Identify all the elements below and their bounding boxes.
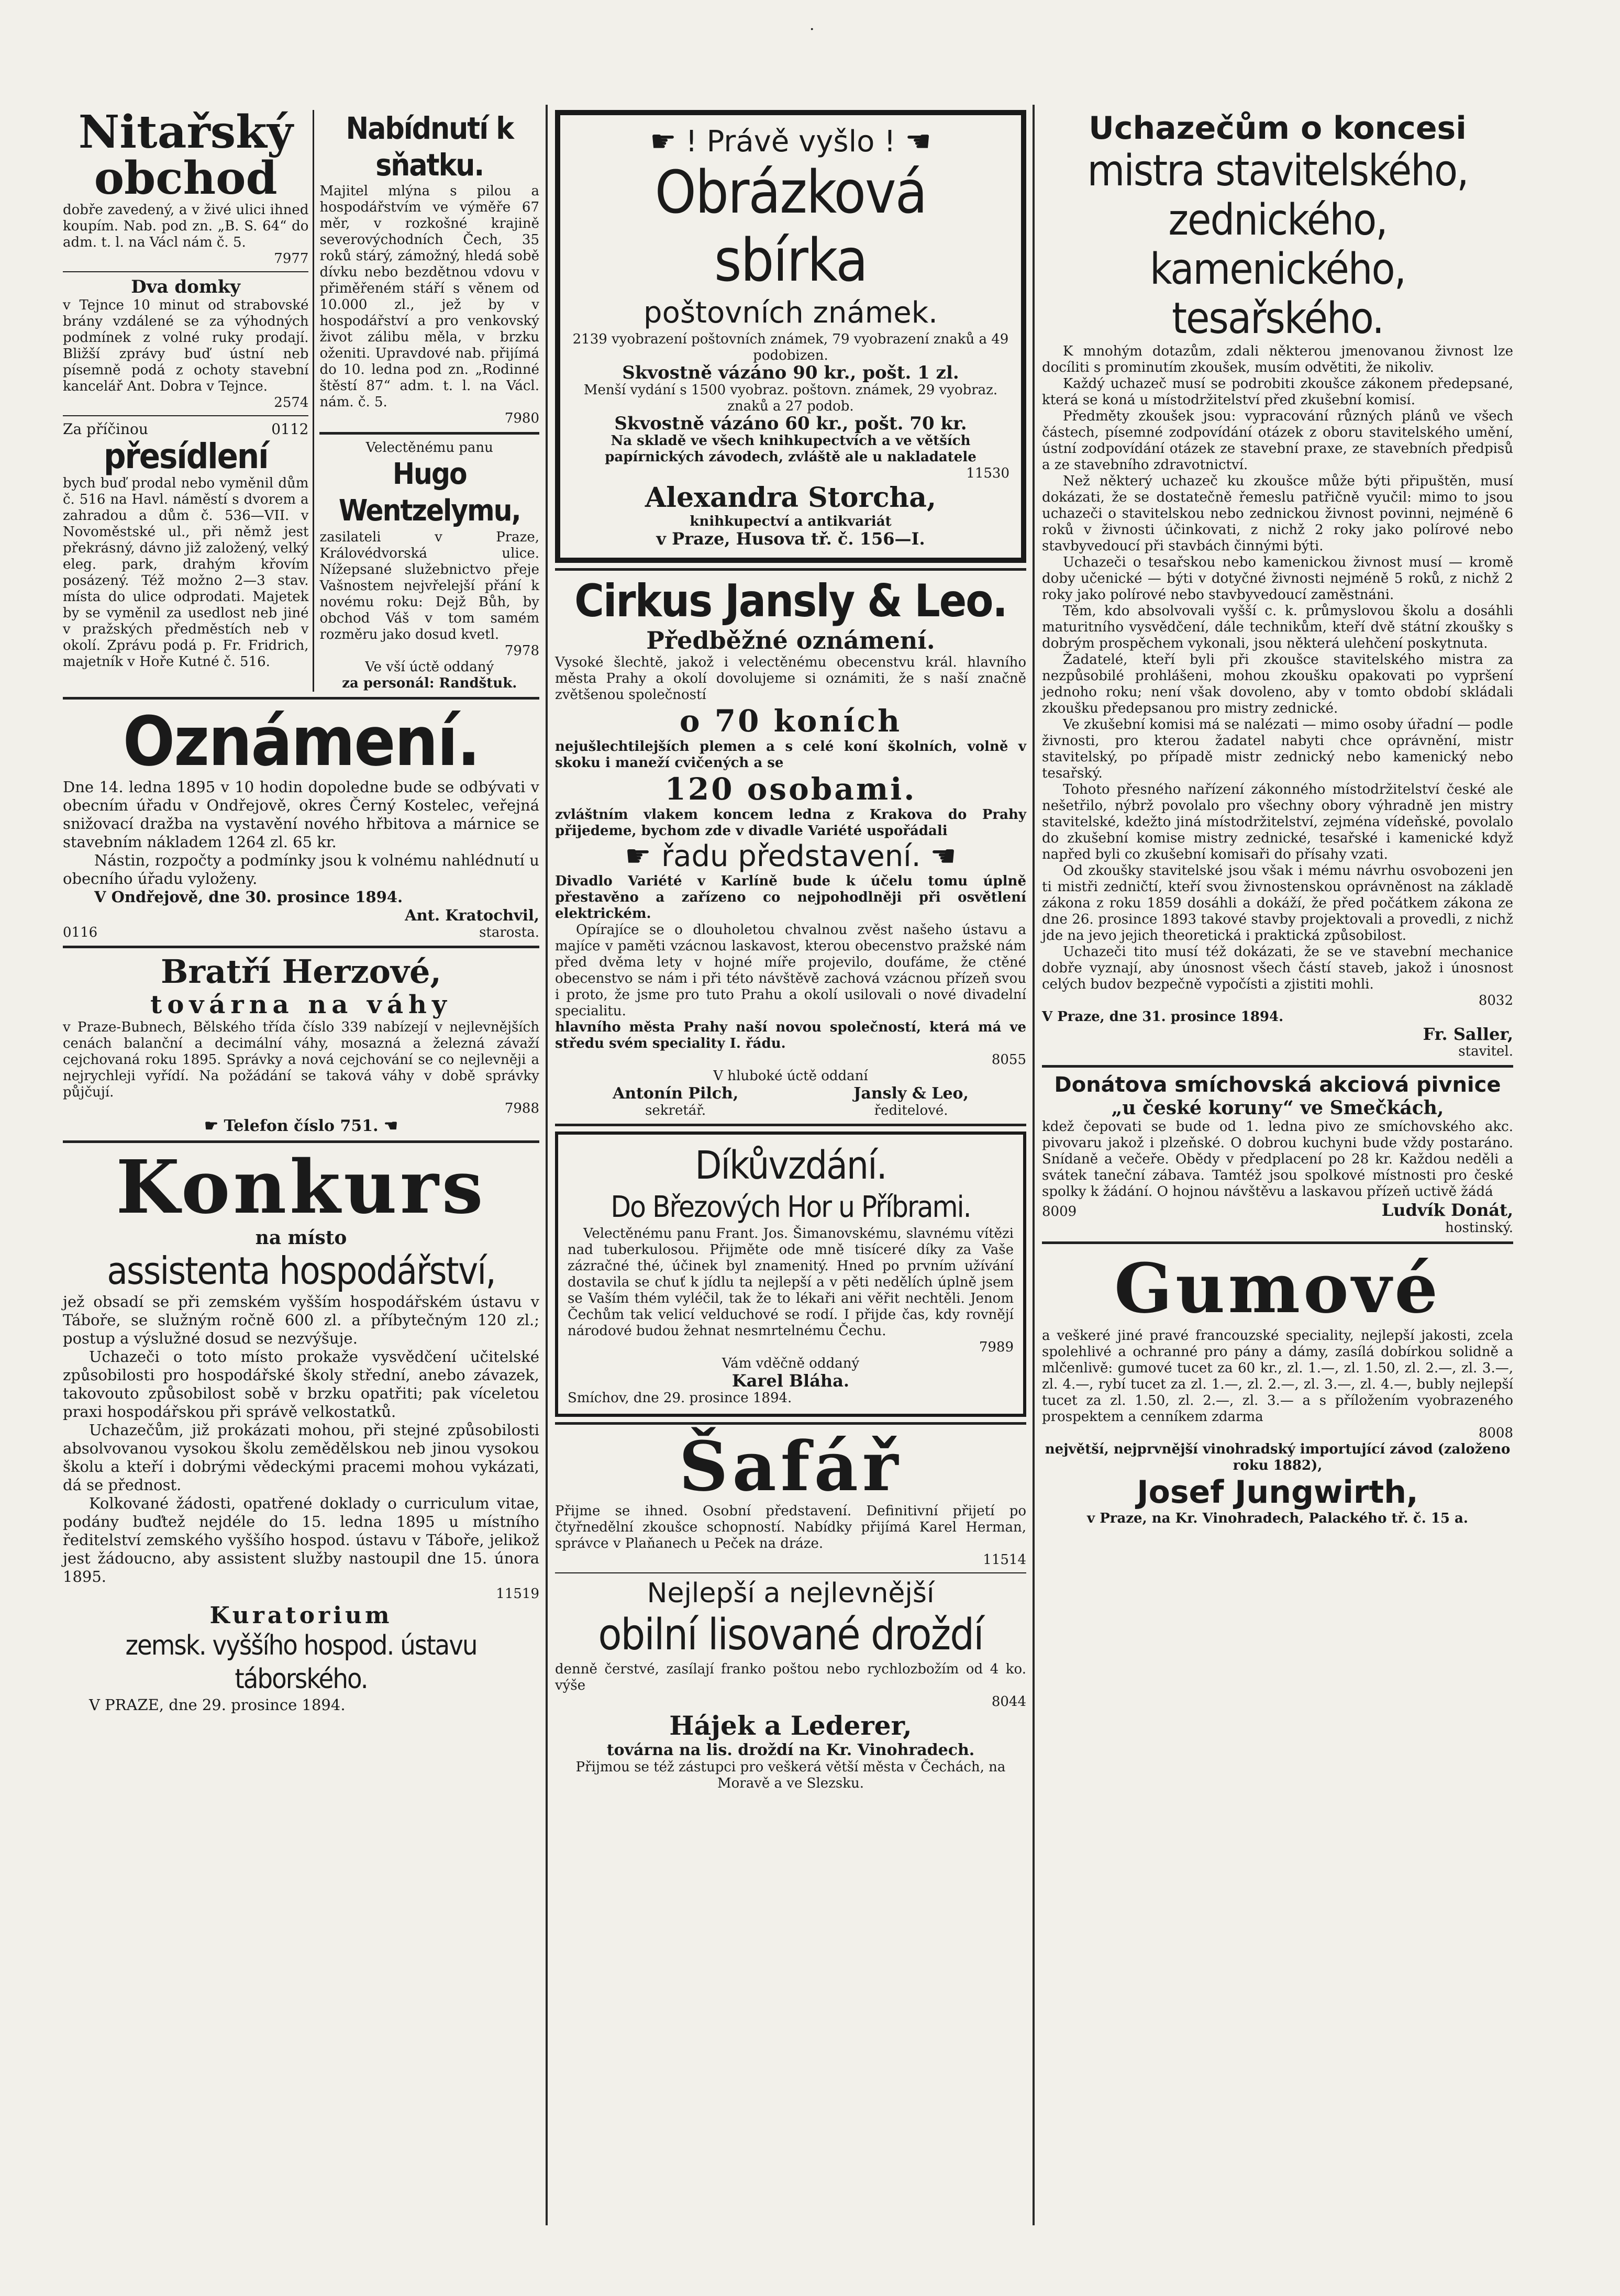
divider (555, 568, 1026, 571)
uch-p11: Uchazeči tito musí též dokázati, že se ve stavební mechanice dobře vyznají, aby únosnost všech částí staveb, jakož i únosnost celých budov bezpečně vypočísti a zjistiti mohli. (1042, 944, 1513, 992)
hajek-line-1: továrna na lis. droždí na Kr. Vinohradech. (606, 1741, 975, 1759)
drozdi-title: obilní lisované droždí (598, 1610, 983, 1660)
donat-number: 8009 (1042, 1204, 1077, 1219)
wentz-number: 7978 (504, 643, 539, 659)
oznameni-p1: Dne 14. ledna 1895 v 10 hodin dopoledne bude se odbývati v obecním úřadu v Ondřejově, okres Černý Kostelec, veřejná snižovací dražba na vystavění nového hřbitova a márnice se stavebním nákladem 1264 zl. 65 kr. (63, 778, 539, 851)
konkurs-p1: jež obsadí se při zemském vyšším hospodářském ústavu v Táboře, se služným ročně 600 zl. a příbytečným 120 zl.; postup a výslužné dosud se nezvýšuje. (63, 1293, 539, 1347)
oznameni-date: V Ondřejově, dne 30. prosince 1894. (94, 888, 403, 906)
ad-snatek (319, 110, 539, 692)
uch-title: mistra stavitelského, zednického, kamenického, tesařského. (1087, 146, 1468, 343)
cirkus-sig-left (613, 1084, 738, 1118)
nitarsky-number: 7977 (274, 251, 309, 267)
konkurs-title: Konkurs (116, 1145, 486, 1230)
presid-small: Za příčinou (63, 420, 148, 438)
presid-text: bych buď prodal nebo vyměnil dům č. 516 na Havl. náměstí s dvorem a zahradou a dům č. 536—VII. v Novoměstské ul., při němž jest překrásný, dávno již založený, velký eleg. park, drahým křovím posázený. Též možno 2—3 stav. místa do ulice odprodati. Majetek by se vyměnil za usedlost neb jiné v pražských předměstích neb v okolí. Zprávu podá p. Fr. Fridrich, majetník v Hoře Kutné č. 516. (63, 475, 309, 670)
uch-date: V Praze, dne 31. prosince 1894. (1042, 1009, 1284, 1025)
snatek-title: Nabídnutí k sňatku. (346, 110, 513, 183)
konkurs-sub-2: assistenta hospodářství, (107, 1249, 495, 1293)
sbirka-sub: poštovních známek. (643, 296, 938, 330)
cirkus-sig-2: Jansly & Leo, (853, 1084, 969, 1103)
gumove-number: 8008 (1478, 1425, 1513, 1441)
dik-sub: Do Březových Hor u Příbrami. (611, 1190, 971, 1224)
cirkus-sig-0: V hluboké úctě oddaní (713, 1068, 868, 1084)
uch-p1: K mnohým dotazům, zdali některou jmenovanou živnost lze docíliti s prominutím zkoušek, musím odvětiti, že nikoliv. (1042, 343, 1513, 375)
gumove-title: Gumové (1114, 1248, 1441, 1328)
divider (555, 1572, 1026, 1573)
sbirka-line-4: Skvostně vázáno 60 kr., pošt. 70 kr. (614, 413, 967, 434)
cirkus-number: 8055 (991, 1052, 1026, 1068)
cirkus-p1: Vysoké šlechtě, jakož i velectěnému obecenstvu král. hlavního města Prahy a okolí dovolujeme si oznámiti, že s naší značně zvětšenou společností (555, 655, 1026, 703)
cirkus-horses: o 70 koních (679, 703, 902, 739)
drozdi-number: 8044 (991, 1694, 1026, 1710)
wentz-text: zasilateli v Praze, Královédvorská ulice. Nížepsané služebnictvo přeje Vašnostem nejvřelejší přání k novému roku: Dejž Bůh, by obchod Váš v tom samém rozměru jako dosud kvetl. (319, 529, 539, 642)
hand-left-icon: ☛ (625, 839, 662, 873)
divider (555, 1422, 1026, 1425)
uch-p8: Ve zkušební komisi má se nalézati — mimo osoby úřadní — podle živnosti, pro kterou žadatel nabyti chce oprávnění, mistr stavitelský, po případě mistr zednický nebo kamenický nebo tesařský. (1042, 717, 1513, 781)
safar-number: 11514 (983, 1552, 1026, 1568)
wentz-sig-1: Ve vší úctě oddaný (365, 659, 494, 675)
dik-sig-0: Vám vděčně oddaný (722, 1356, 860, 1371)
cirkus-series-text: řadu představení. (661, 839, 921, 873)
safar-text: Přijme se ihned. Osobní představení. Definitivní přijetí po čtyřnedělní zkoušce schopností. Nabídky přijímá Karel Herman, správce v Plaňanech u Peček na dráze. (555, 1503, 1026, 1551)
domky-title: Dva domky (131, 276, 241, 297)
divider (319, 432, 539, 435)
jungwirth-address: v Praze, na Kr. Vinohradech, Palackého tř. č. 15 a. (1087, 1511, 1468, 1526)
uch-number: 8032 (1478, 993, 1513, 1008)
gumove-line-2: největší, nejprvnější vinohradský importující závod (založeno roku 1882), (1045, 1441, 1511, 1473)
cirkus-p3: zvláštním vlakem koncem ledna z Krakova do Prahy přijedeme, bychom zde v divadle Variété uspořádali (555, 807, 1026, 839)
dik-sig-1: Karel Bláha. (731, 1371, 850, 1391)
herz-telephone (63, 1117, 539, 1135)
divider (63, 271, 308, 272)
ad-nitarsky (63, 106, 314, 692)
konkurs-p2: Uchazeči o toto místo prokaže vysvědčení učitelské způsobilosti pro hospodářské školy střední, anebo závazek, takovouto způsobilost sobě v brzku opatřiti; pak víceletou praxi hospodářskou při správě velkostatků. (63, 1348, 539, 1421)
dik-date: Smíchov, dne 29. prosince 1894. (568, 1390, 792, 1406)
drozdi-text: denně čerstvé, zasílají franko poštou nebo rychlozbožím od 4 ko. výše (555, 1661, 1026, 1693)
oznameni-title: Oznámení. (123, 702, 480, 781)
sbirka-line-5: Na skladě ve všech knihkupectvích a ve větších papírnických závodech, zvláště ale u nakladatele (605, 433, 977, 465)
cirkus-sig-right (853, 1084, 969, 1118)
kuratorium-sub: zemsk. vyššího hospod. ústavu táborského. (125, 1630, 477, 1695)
konkurs-p3: Uchazečům, již prokázati mohou, při stejné způsobilosti absolvovanou vysokou školu zemědělskou neb jinou vysokou školu a kteří i dobrými vědeckými pracemi mohou vykázati, dá se přednost. (63, 1421, 539, 1494)
uch-pre: Uchazečům o koncesi (1089, 110, 1467, 147)
oznameni-role: starosta. (479, 925, 539, 940)
nitarsky-text: dobře zavedený, a v živé ulici ihned koupím. Nab. pod zn. „B. S. 64“ do adm. t. l. na Václ nám č. 5. (63, 202, 309, 250)
dik-number: 7989 (979, 1339, 1014, 1355)
cirkus-signatures (555, 1084, 1026, 1118)
hajek-name: Hájek a Lederer, (669, 1710, 912, 1741)
cirkus-p6: hlavního města Prahy naší novou společností, která má ve středu svém speciality I. řádu. (555, 1019, 1026, 1051)
hand-right-icon: ☚ (383, 1117, 398, 1135)
donat-role: hostinský. (1445, 1220, 1513, 1236)
oznameni-p2: Nástin, rozpočty a podmínky jsou k volnému nahlédnutí u obecního úřadu vyloženy. (63, 851, 539, 888)
dik-title: Díkůvzdání. (695, 1143, 886, 1188)
hajek-line-2: Přijmou se též zástupci pro veškerá větší města v Čechách, na Moravě a ve Slezsku. (575, 1759, 1006, 1791)
sbirka-line-3: Menší vydání s 1500 vyobraz. poštovn. známek, 29 vyobraz. znaků a 27 podob. (583, 382, 998, 414)
hand-left-icon: ☛ (650, 125, 676, 159)
prave-vyslo-text: ! Právě vyšlo ! (685, 125, 896, 159)
uch-p6: Těm, kdo absolvovali vyšší c. k. průmyslovou školu a dosáhli maturitního vysvědčení, dále technikům, kteří dvě státní zkoušky s dobrým prospěchem vykonali, jsou některá ulehčení poskytnuta. (1042, 603, 1513, 651)
kuratorium-date: V PRAZE, dne 29. prosince 1894. (89, 1696, 346, 1714)
column-1 (63, 106, 539, 1714)
cirkus-sig-1: Antonín Pilch, (612, 1084, 739, 1103)
donat-footer (1042, 1200, 1513, 1220)
storch-line-2: v Praze, Husova tř. č. 156—I. (656, 529, 925, 549)
cirkus-sig-1b: sekretář. (645, 1103, 706, 1118)
snatek-number: 7980 (504, 411, 539, 426)
herz-text: v Praze-Bubnech, Bělského třída číslo 339 nabízejí v nejlevnějších cenách balanční a decimální váhy, mosazná a železná závaží cejchovaná roku 1895. Správky a nová cejchování se co nejlevněji a nejrychleji vyřídí. Na požádání se taková váhy v době správky půjčují. (63, 1019, 539, 1100)
oznameni-footer (63, 925, 539, 940)
donat-title: Donátova smíchovská akciová pivnice (1054, 1073, 1501, 1097)
ad-dikuvzdani (555, 1132, 1026, 1417)
cirkus-p5: Opírajíce se o dlouholetou chvalnou zvěst našeho ústavu a majíce v paměti vzácnou laskavost, kterou obecenstvo pražské nám před dvěma lety v hojné míře projevilo, doufáme, že ctěné obecenstvo se nám i při této návštěvě zachová vzácnou přízeň svou i proto, že jsme pro tuto Prahu a okolí usilovali o nové divadelní specialitu. (555, 922, 1026, 1019)
divider (63, 415, 308, 416)
donat-signature: Ludvík Donát, (1381, 1200, 1513, 1220)
kuratorium-title: Kuratorium (209, 1602, 393, 1629)
domky-number: 2574 (274, 395, 309, 411)
domky-text: v Tejnce 10 minut od strabovské brány vzdálené se za výhodných podmínek z volné ruky prodají. Bližší zprávy buď ústní neb písemně podá z ochoty stavební kancelář Ant. Dobra v Tejnce. (63, 297, 309, 394)
uch-p2: Každý uchazeč musí se podrobiti zkoušce zákonem předepsané, která se koná u místodržitelství před zkušební komisí. (1042, 376, 1513, 408)
sbirka-line-2: Skvostně vázáno 90 kr., pošt. 1 zl. (622, 362, 959, 383)
uch-p4: Než některý uchazeč ku zkoušce může býti připuštěn, musí dokázati, že se dostatečně řemeslu patřičně vyučil: mimo to jsou uchazeči o stavitelskou nebo zednickou živnost povinni, nejméně 6 roků v živnosti účinkovati, z nichž 2 roky jako polírové nebo stavbyvedoucí při stavbách činnými býti. (1042, 473, 1513, 554)
uch-p7: Žadatelé, kteří byli při zkoušce stavitelského mistra za nezpůsobilé prohlášeni, mohou zkoušku opakovati po vypršení jednoho roku; není však dovoleno, aby v tomto období skládali zkoušku předepsanou pro mistry zednické. (1042, 652, 1513, 716)
cirkus-sub: Předběžné oznámení. (646, 626, 935, 655)
cirkus-people: 120 osobami. (664, 771, 917, 807)
herz-subtitle: továrna na váhy (150, 990, 452, 1019)
cirkus-p4: Divadlo Variété v Karlíně bude k účelu tomu úplně přestavěno a zařízeno co nejpohodlněji při osvětlení elektrickém. (555, 873, 1026, 922)
jungwirth-name: Josef Jungwirth, (1137, 1474, 1418, 1511)
uch-p10: Od zkoušky stavitelské jsou však i mému návrhu osvobozeni jen ti mistři zedničtí, kteří svou živnostenskou oprávněnost na základě zákona z roku 1859 dosáhli a dokáží, že před počátkem zákona ze dne 26. prosince 1893 takové stavby projektovali a provedli, z nichž jde na jevo jejich theoretická i praktická způsobilost. (1042, 863, 1513, 944)
uch-role: stavitel. (1458, 1044, 1513, 1059)
column-2 (555, 110, 1026, 1792)
divider (1042, 1241, 1513, 1244)
cirkus-sig-2b: ředitelové. (874, 1103, 948, 1118)
herz-title: Bratří Herzové, (161, 952, 441, 991)
uch-p5: Uchazeči o tesařskou nebo kamenickou živnost musí — kromě doby učenické — býti v dotyčné živnosti nejméně 5 roků, z nichž 2 roky jako polírové nebo stavbyvedoucí zaměstnáni. (1042, 554, 1513, 603)
storch-line-1: knihkupectví a antikvariát (690, 514, 892, 529)
donat-sub: „u české koruny“ ve Smečkách, (1111, 1097, 1444, 1119)
sbirka-title: Obrázková sbírka (654, 159, 927, 295)
oznameni-signature: Ant. Kratochvil, (405, 906, 539, 924)
presid-header (63, 420, 308, 438)
page-mark: . (809, 16, 815, 34)
divider (63, 1140, 539, 1143)
cirkus-p2: nejušlechtilejších plemen a s celé koní školních, volně v skoku i maneží cvičených a se (555, 739, 1026, 771)
presid-title: přesídlení (103, 436, 268, 476)
uch-p9: Tohoto přesného nařízení zákonného místodržitelství české ale nešetřilo, nýbrž povolalo pro všechny obory výhradně jen mistry stavitelské, kdežto jiná místodržitelství, zejména vídeňské, povolalo do zkušební komise mistry zednické, tesařské i kamenické když napřed byli co zkušební komisaři do přísahy vzati. (1042, 782, 1513, 862)
wentz-name: Hugo Wentzelymu, (338, 457, 520, 528)
nitarsky-title-2: obchod (94, 152, 278, 205)
column-3 (1042, 110, 1513, 1527)
safar-title: Šafář (679, 1426, 903, 1506)
presid-number: 0112 (271, 420, 309, 438)
konkurs-sub: na místo (255, 1227, 347, 1249)
drozdi-pre: Nejlepší a nejlevnější (647, 1578, 935, 1609)
hand-right-icon: ☚ (930, 839, 957, 873)
nitarsky-title: Nitařský (78, 106, 293, 159)
uch-signature: Fr. Saller, (1423, 1024, 1513, 1044)
herz-number: 7988 (504, 1101, 539, 1116)
konkurs-p4: Kolkované žádosti, opatřené doklady o curriculum vitae, podány buďtež nejdéle do 15. ledna 1895 u místního ředitelství zemského vyššího hospod. ústavu v Táboře, jelikož jest žádoucno, aby assistent služby nastoupil dne 15. února 1895. (63, 1494, 539, 1585)
hand-right-icon: ☚ (905, 125, 931, 159)
oznameni-number: 0116 (63, 925, 98, 940)
snatek-text: Majitel mlýna s pilou a hospodářstvím ve výměře 67 měr, v rozkošné krajině severovýchodních Čech, 35 roků stárý, zámožný, hledá sobě dívku nebo bezdětnou vdovu v přiměřeném stáří s věnem od 10.000 zl., jež by v hospodářství a pro venkovský život zálibu měla, v brzku oženiti. Upravdové nab. přijímá do 10. ledna pod zn. „Rodinné štěstí 87“ adm. t. l. na Václ. nám. č. 5. (319, 183, 539, 410)
divider (63, 697, 539, 700)
cirkus-title: Cirkus Jansly & Leo. (574, 575, 1007, 627)
herz-telephone-text: Telefon číslo 751. (224, 1117, 379, 1135)
column-rule-1 (546, 105, 548, 2225)
top-split (63, 106, 539, 692)
wentz-sig-2: za personál: Randštuk. (342, 675, 517, 691)
dik-text: Velectěnému panu Frant. Jos. Šimanovskému, slavnému vítězi nad tuberkulosou. Přijměte ode mně tisíceré díky za Vaše zázračné thé, účinek byl znamenitý. Hned po prvním užívání dostavila se chuť k jídlu ta nejlepší a v pěti nedělích úplně jsem se Vaším thém vyléčil, tak že to lékaři ani věřit nechtěli. Jenom Čechům tak velicí velduchové se rodí. I přijde čas, kdy rovnějí národové budou žehnat nesmrtelnému Čechu. (568, 1226, 1014, 1339)
sbirka-line-1: 2139 vyobrazení poštovních známek, 79 vyobrazení znaků a 49 podobizen. (572, 331, 1009, 363)
ad-sbirka (555, 110, 1026, 563)
divider (555, 1124, 1026, 1126)
wentz-pre: Velectěnému panu (365, 440, 493, 456)
divider (63, 946, 539, 948)
konkurs-number: 11519 (496, 1586, 539, 1602)
cirkus-series (555, 839, 1026, 873)
divider (1042, 1065, 1513, 1068)
storch-name: Alexandra Storcha, (645, 482, 937, 514)
uch-p3: Předměty zkoušek jsou: vypracování různých plánů ve všech částech, písemné zodpovídání otázek z oboru stavitelského umění, ústní zodpovídání otázek ze stavební praxe, ze stavebních předpisů a ze stavebního zdravotnictví. (1042, 408, 1513, 473)
hand-left-icon: ☛ (204, 1117, 224, 1135)
prave-vyslo (572, 125, 1009, 159)
donat-text: kdež čepovati se bude od 1. ledna pivo ze smíchovského akc. pivovaru jakož i plzeňské. O dobrou kuchyni bude vždy postaráno. Snídaně a večeře. Obědy v předplacení po 28 kr. Každou neděli a svátek taneční zábava. Tamtéž jsou spolkové místnosti pro české spolky k žádání. O hojnou návštěvu a laskavou přízeň uctivě žádá (1042, 1119, 1513, 1200)
sbirka-number: 11530 (966, 465, 1009, 481)
column-rule-2 (1033, 105, 1035, 2225)
gumove-text: a veškeré jiné pravé francouzské speciality, nejlepší jakosti, zcela spolehlivé a ochranné pro pány a dámy, zasílá dobírkou solidně a mlčenlivě: gumové tucet za 60 kr., zl. 1.—, zl. 1.50, zl. 2.—, zl. 3.—, zl. 4.—, rybí tucet za zl. 1.—, zl. 2.—, zl. 3.—, zl. 4.—, bubly nejlepší tucet za zl. 1.50, zl. 2.—, zl. 3.— a s příložením vyobrazeného prospektem a cenníkem zdarma (1042, 1328, 1513, 1425)
